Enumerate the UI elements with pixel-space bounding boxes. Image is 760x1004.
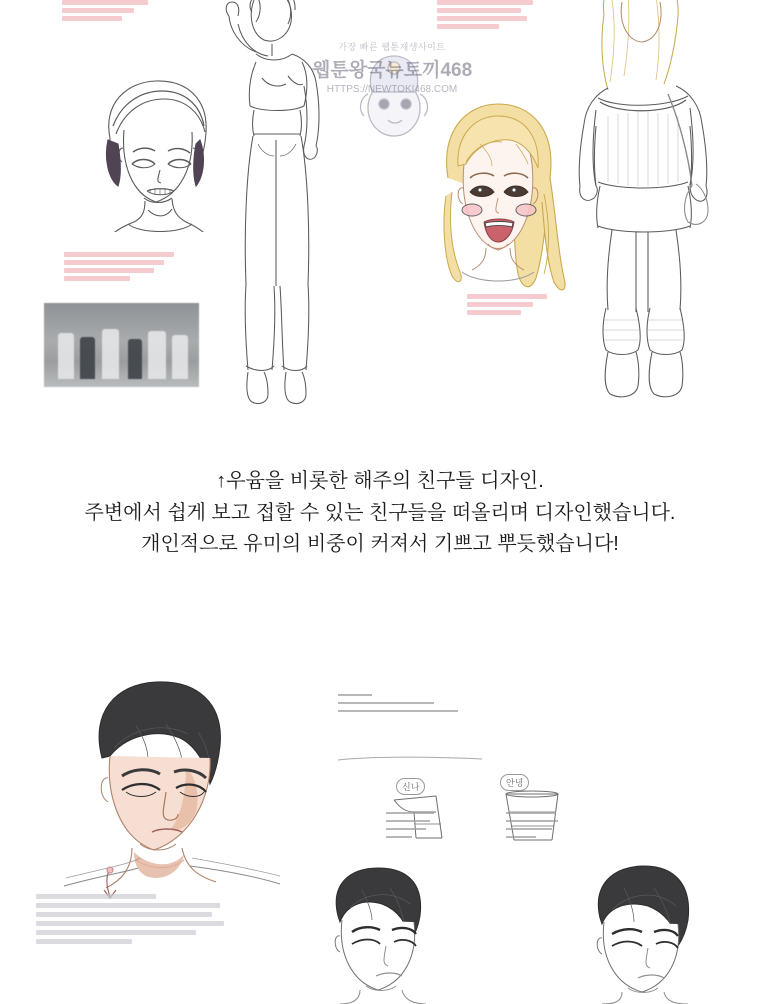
portrait-man-dark-hair [40,672,310,892]
full-body-girl-knit-sweater [556,0,736,430]
watermark [312,40,472,95]
reference-photo-thumbnail [44,303,199,387]
pencil-note-cup-heading [338,694,468,712]
caption-line-3: 개인적으로 유미의 비중이 커져서 기쁘고 뿌듯했습니다! [141,533,619,556]
cup-label-left: 신나 [396,778,425,795]
caption-line-1: ↑우윰을 비롯한 해주의 친구들 디자인. [216,470,544,492]
portrait-man-sketch-right [552,864,722,1004]
portrait-man-sketch-left [296,864,456,1004]
caption-line-2: 주변에서 쉽게 보고 접할 수 있는 친구들을 떠올리며 디자인했습니다. [84,501,676,524]
caption-block [0,466,760,561]
pink-note-mid-left [64,252,174,281]
portrait-blonde-girl-smiling [418,92,578,302]
pencil-note-underline [336,752,486,766]
gray-note-bottom-left [36,894,224,944]
watermark-line-3: HTTPS://NEWTOKI468.COM [326,84,458,95]
cup-label-right: 안녕 [500,774,529,791]
pencil-note-cup-left [386,812,434,838]
pink-note-top-center [437,0,533,29]
watermark-line-2: 웹툰왕국뉴토끼468 [312,60,473,81]
pencil-note-cup-right [506,812,558,838]
watermark-line-1: 가장 빠른 웹툰재생사이트 [338,42,446,52]
pink-note-top-left [62,0,148,21]
